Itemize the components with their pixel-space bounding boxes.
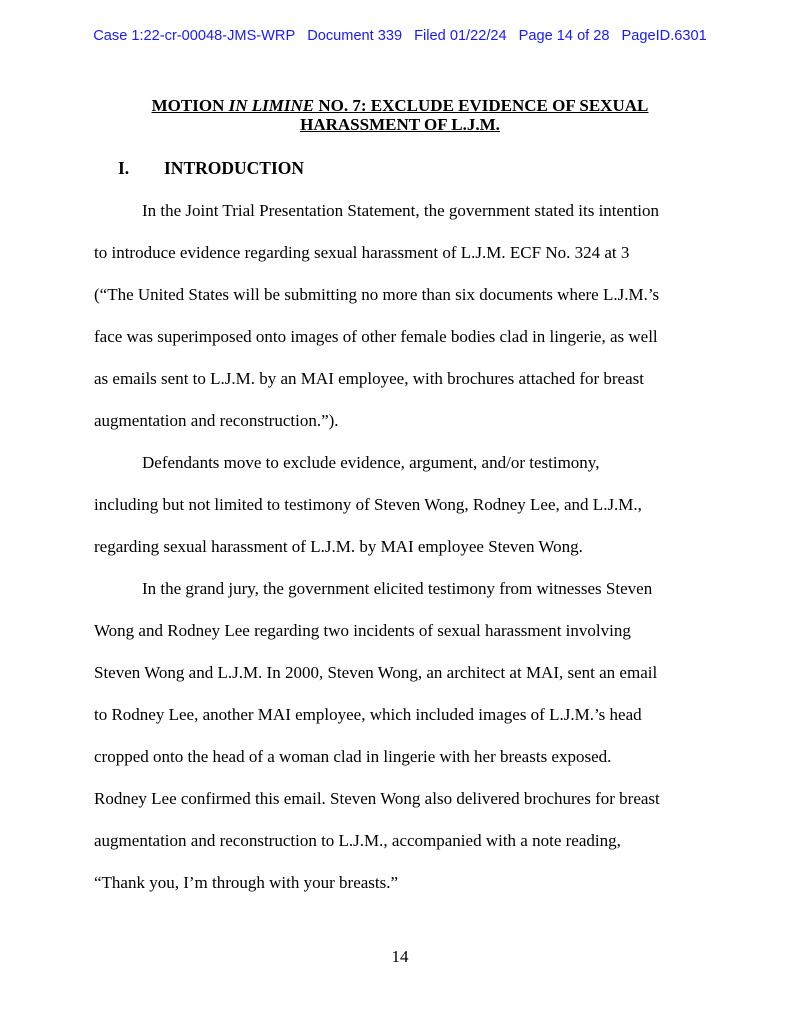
paragraph-line: augmentation and reconstruction.”). [94,411,339,430]
section-title: INTRODUCTION [164,158,305,178]
document-number: Document 339 [307,28,403,44]
title-line-2: HARASSMENT OF L.J.M. [300,115,500,134]
paragraph-line: Rodney Lee confirmed this email. Steven Wong also delivered brochures for breast [94,789,660,808]
ecf-header [0,28,800,44]
paragraph-line: Defendants move to exclude evidence, argument, and/or testimony, [142,453,600,472]
paragraph-line: as emails sent to L.J.M. by an MAI employee, with brochures attached for breast [94,369,644,388]
paragraph-line: including but not limited to testimony of Steven Wong, Rodney Lee, and L.J.M., [94,495,642,514]
paragraph-line: to Rodney Lee, another MAI employee, which included images of L.J.M.’s head [94,705,642,724]
filed-date: Filed 01/22/24 [414,28,507,44]
paragraph-line: Wong and Rodney Lee regarding two incidents of sexual harassment involving [94,621,631,640]
title-text: NO. 7: EXCLUDE EVIDENCE OF SEXUAL [314,96,649,115]
section-number: I. [118,158,130,178]
paragraph-line: face was superimposed onto images of other female bodies clad in lingerie, as well [94,327,658,346]
section-heading [118,158,304,179]
paragraph-line: “Thank you, I’m through with your breasts.” [94,873,399,892]
paragraph-line: regarding sexual harassment of L.J.M. by MAI employee Steven Wong. [94,537,583,556]
paragraph-line: In the grand jury, the government elicited testimony from witnesses Steven [142,579,653,598]
case-number: Case 1:22-cr-00048-JMS-WRP [93,28,296,44]
page-number: 14 [391,947,409,966]
paragraph-line: Steven Wong and L.J.M. In 2000, Steven Wong, an architect at MAI, sent an email [94,663,658,682]
page-id: PageID.6301 [621,28,707,44]
paragraph-line: In the Joint Trial Presentation Statement, the government stated its intention [142,201,660,220]
paragraph-line: cropped onto the head of a woman clad in lingerie with her breasts exposed. [94,747,612,766]
page-count: Page 14 of 28 [518,28,610,44]
paragraph-line: (“The United States will be submitting no more than six documents where L.J.M.’s [94,285,660,304]
title-text: MOTION [151,96,229,115]
paragraph-line: augmentation and reconstruction to L.J.M., accompanied with a note reading, [94,831,621,850]
paragraph-line: to introduce evidence regarding sexual harassment of L.J.M. ECF No. 324 at 3 [94,243,630,262]
title-italic: IN LIMINE [228,96,315,115]
motion-title [0,96,800,134]
